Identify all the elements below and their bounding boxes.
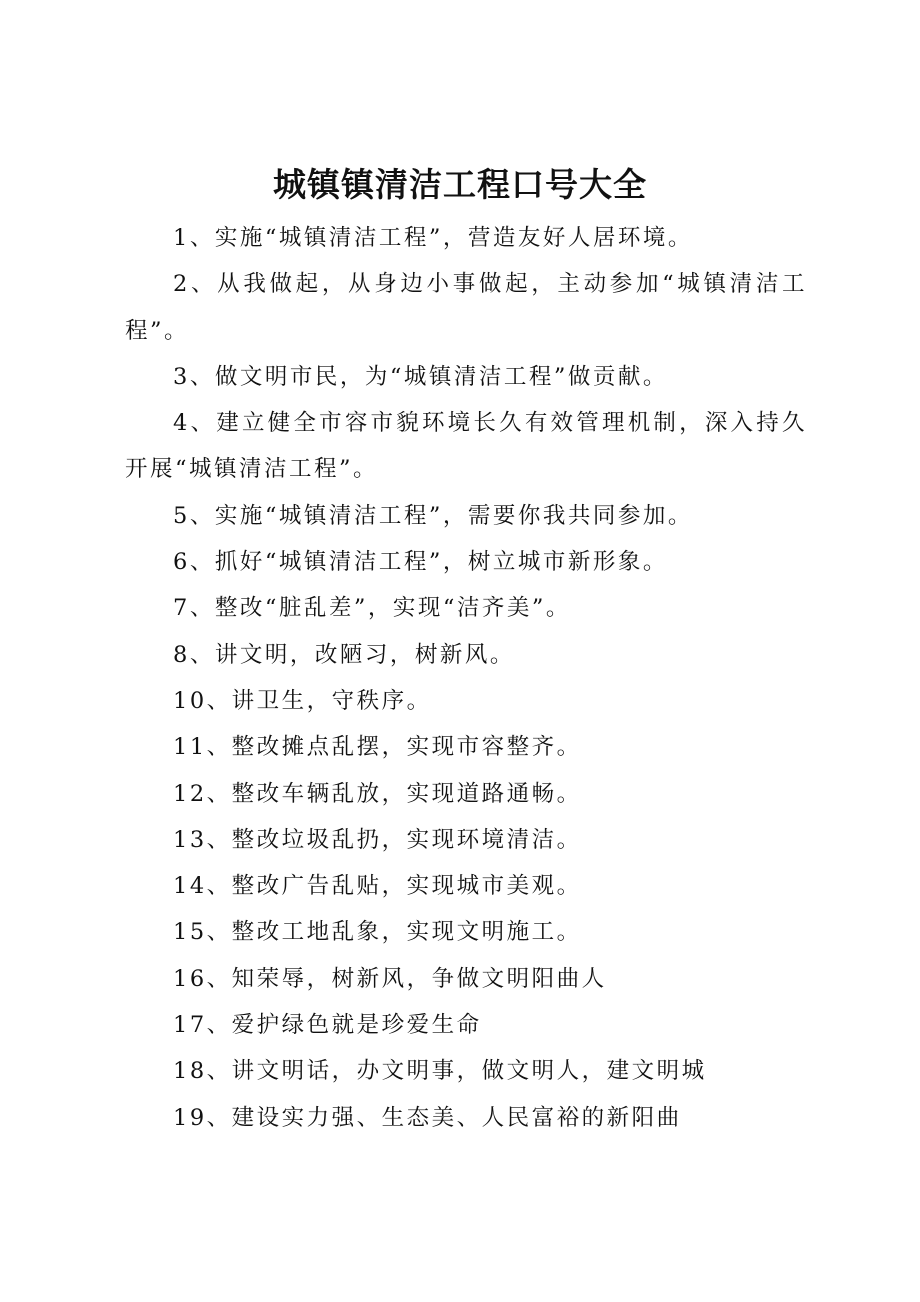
list-item: 1、实施“城镇清洁工程”，营造友好人居环境。 [173, 225, 693, 251]
list-item: 5、实施“城镇清洁工程”，需要你我共同参加。 [173, 502, 693, 529]
list-item: 7、整改“脏乱差”，实现“洁齐美”。 [173, 595, 571, 622]
list-item: 3、做文明市民，为“城镇清洁工程”做贡献。 [173, 363, 668, 390]
list-item: 11、整改摊点乱摆，实现市容整齐。 [173, 734, 582, 761]
document-title: 城镇镇清洁工程口号大全 [273, 165, 647, 204]
list-item: 10、讲卫生，守秩序。 [173, 687, 432, 714]
slogan-list [125, 215, 807, 1141]
list-item: 18、讲文明话，办文明事，做文明人，建文明城 [173, 1058, 707, 1085]
list-item: 6、抓好“城镇清洁工程”，树立城市新形象。 [173, 549, 668, 576]
list-item: 17、爱护绿色就是珍爱生命 [173, 1012, 482, 1039]
list-item: 2、从我做起，从身边小事做起，主动参加“城镇清洁工程”。 [125, 271, 807, 344]
list-item: 19、建设实力强、生态美、人民富裕的新阳曲 [173, 1104, 682, 1131]
list-item: 13、整改垃圾乱扔，实现环境清洁。 [173, 826, 582, 853]
list-item: 8、讲文明，改陋习，树新风。 [173, 641, 515, 668]
list-item: 12、整改车辆乱放，实现道路通畅。 [173, 780, 582, 807]
list-item: 14、整改广告乱贴，实现城市美观。 [173, 873, 582, 900]
list-item: 16、知荣辱，树新风，争做文明阳曲人 [173, 965, 607, 992]
list-item: 15、整改工地乱象，实现文明施工。 [173, 919, 582, 946]
list-item: 4、建立健全市容市貌环境长久有效管理机制，深入持久开展“城镇清洁工程”。 [125, 410, 807, 483]
